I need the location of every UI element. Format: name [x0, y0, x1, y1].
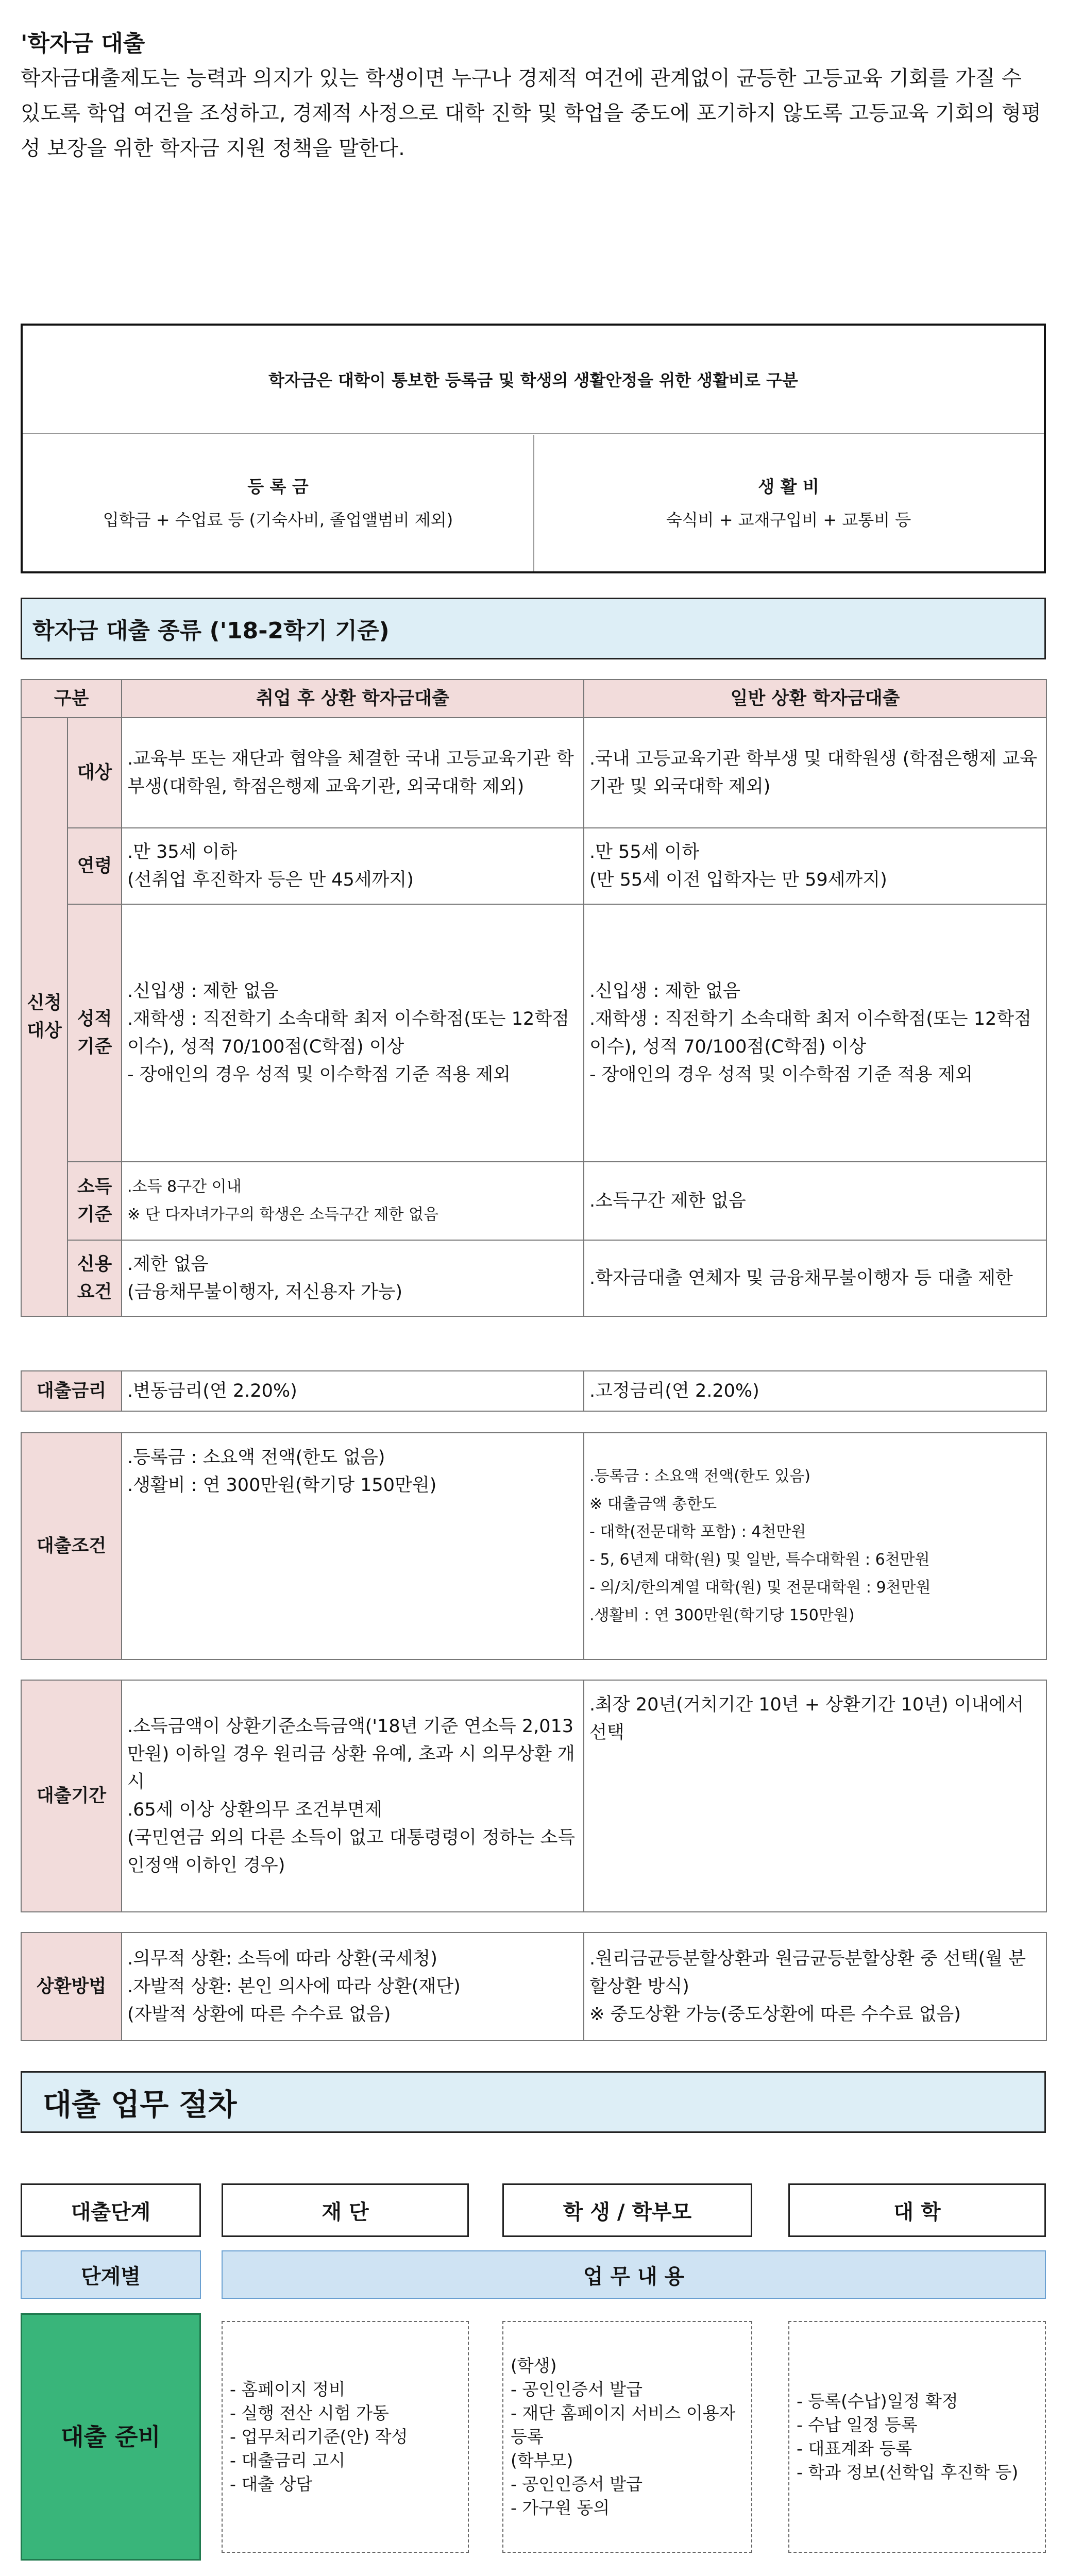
- age-icl: .만 35세 이하 (선취업 후진학자 등은 만 45세까지): [122, 828, 584, 904]
- process-header-university: 대 학: [788, 2183, 1046, 2237]
- repay-table: [21, 1932, 1047, 2041]
- repay-general: .원리금균등분할상환과 원금균등분할상환 중 선택(월 분할상환 방식) ※ 중도상환 가능(중도상환에 따른 수수료 없음): [584, 1933, 1046, 2041]
- rate-table: [21, 1370, 1047, 1412]
- income-general: .소득구간 제한 없음: [584, 1162, 1046, 1240]
- row-label-target: 대상: [67, 718, 122, 828]
- target-general: .국내 고등교육기관 학부생 및 대학원생 (학점은행제 교육기관 및 외국대학 제외): [584, 718, 1046, 828]
- process-section-title: 대출 업무 절차: [21, 2071, 1046, 2133]
- process-sub-stage: 단계별: [21, 2250, 201, 2299]
- summary-tuition: [23, 435, 533, 571]
- header-general: 일반 상환 학자금대출: [584, 680, 1046, 718]
- loan-types-section-title: 학자금 대출 종류 ('18-2학기 기준): [21, 598, 1046, 659]
- term-icl: .소득금액이 상환기준소득금액('18년 기준 연소득 2,013만원) 이하일 경우 원리금 상환 유예, 초과 시 의무상환 개시 .65세 이상 상환의무 조건부면제 (국민연금 외의 다른 소득이 없고 대통령령이 정하는 소득인정액 이하인 경우): [122, 1680, 584, 1912]
- loan-types-table: [21, 679, 1047, 1317]
- row-label-credit: 신용 요건: [67, 1240, 122, 1316]
- tuition-body: 입학금 + 수업료 등 (기숙사비, 졸업앨범비 제외): [103, 510, 453, 530]
- grade-icl: .신입생 : 제한 없음 .재학생 : 직전학기 소속대학 최저 이수학점(또는 12학점 이수), 성적 70/100점(C학점) 이상 - 장애인의 경우 성적 및 이수학점 기준 적용 제외: [122, 904, 584, 1162]
- living-title: 생 활 비: [758, 476, 819, 497]
- prepare-university: - 등록(수납)일정 확정 - 수납 일정 등록 - 대표계좌 등록 - 학과 정보(선학입 후진학 등): [788, 2321, 1046, 2553]
- header-category: 구분: [21, 680, 122, 718]
- term-label: 대출기간: [21, 1680, 122, 1912]
- living-body: 숙식비 + 교재구입비 + 교통비 등: [666, 510, 911, 530]
- term-table: [21, 1680, 1047, 1912]
- header-icl: 취업 후 상환 학자금대출: [122, 680, 584, 718]
- rate-label: 대출금리: [21, 1371, 122, 1411]
- process-sub-content: 업 무 내 용: [222, 2250, 1046, 2299]
- repay-label: 상환방법: [21, 1933, 122, 2041]
- rate-icl: .변동금리(연 2.20%): [122, 1371, 584, 1411]
- process-header-foundation: 재 단: [222, 2183, 469, 2237]
- row-label-age: 연령: [67, 828, 122, 904]
- tuition-title: 등 록 금: [247, 476, 309, 497]
- grade-general: .신입생 : 제한 없음 .재학생 : 직전학기 소속대학 최저 이수학점(또는 12학점 이수), 성적 70/100점(C학점) 이상 - 장애인의 경우 성적 및 이수학점 기준 적용 제외: [584, 904, 1046, 1162]
- condition-table: [21, 1432, 1047, 1660]
- income-icl: .소득 8구간 이내 ※ 단 다자녀가구의 학생은 소득구간 제한 없음: [122, 1162, 584, 1240]
- summary-living: [533, 435, 1044, 571]
- prepare-foundation: - 홈페이지 정비 - 실행 전산 시험 가동 - 업무처리기준(안) 작성 - 대출금리 고시 - 대출 상담: [222, 2321, 469, 2553]
- summary-heading: 학자금은 대학이 통보한 등록금 및 학생의 생활안정을 위한 생활비로 구분: [23, 326, 1044, 434]
- process-header-stage: 대출단계: [21, 2183, 201, 2237]
- row-label-income: 소득 기준: [67, 1162, 122, 1240]
- rate-general: .고정금리(연 2.20%): [584, 1371, 1046, 1411]
- prepare-student: (학생) - 공인인증서 발급 - 재단 홈페이지 서비스 이용자 등록 (학부모) - 공인인증서 발급 - 가구원 동의: [502, 2321, 752, 2553]
- condition-label: 대출조건: [21, 1433, 122, 1659]
- condition-general: .등록금 : 소요액 전액(한도 있음) ※ 대출금액 총한도 - 대학(전문대학 포함) : 4천만원 - 5, 6년제 대학(원) 및 일반, 특수대학원 : 6천만원 - 의/치/한의계열 대학(원) 및 전문대학원 : 9천만원 .생활비 : 연 300만원(학기당 150만원): [584, 1433, 1046, 1659]
- group-eligibility: 신청 대상: [21, 718, 67, 1316]
- row-label-grade: 성적 기준: [67, 904, 122, 1162]
- summary-box: [21, 324, 1046, 573]
- credit-icl: .제한 없음 (금융채무불이행자, 저신용자 가능): [122, 1240, 584, 1316]
- intro-paragraph: 학자금대출제도는 능력과 의지가 있는 학생이면 누구나 경제적 여건에 관계없이 균등한 고등교육 기회를 가질 수 있도록 학업 여건을 조성하고, 경제적 사정으로 대학 진학 및 학업을 중도에 포기하지 않도록 고등교육 기회의 형평성 보장을 위한 학자금 지원 정책을 말한다.: [21, 66, 1041, 160]
- condition-icl: .등록금 : 소요액 전액(한도 없음) .생활비 : 연 300만원(학기당 150만원): [122, 1433, 584, 1659]
- stage-prepare: 대출 준비: [21, 2313, 201, 2561]
- process-header-student: 학 생 / 학부모: [502, 2183, 752, 2237]
- repay-icl: .의무적 상환: 소득에 따라 상환(국세청) .자발적 상환: 본인 의사에 따라 상환(재단) (자발적 상환에 따른 수수료 없음): [122, 1933, 584, 2041]
- credit-general: .학자금대출 연체자 및 금융채무불이행자 등 대출 제한: [584, 1240, 1046, 1316]
- target-icl: .교육부 또는 재단과 협약을 체결한 국내 고등교육기관 학부생(대학원, 학점은행제 교육기관, 외국대학 제외): [122, 718, 584, 828]
- page-title: '학자금 대출: [21, 30, 145, 57]
- age-general: .만 55세 이하 (만 55세 이전 입학자는 만 59세까지): [584, 828, 1046, 904]
- term-general: .최장 20년(거치기간 10년 + 상환기간 10년) 이내에서 선택: [584, 1680, 1046, 1912]
